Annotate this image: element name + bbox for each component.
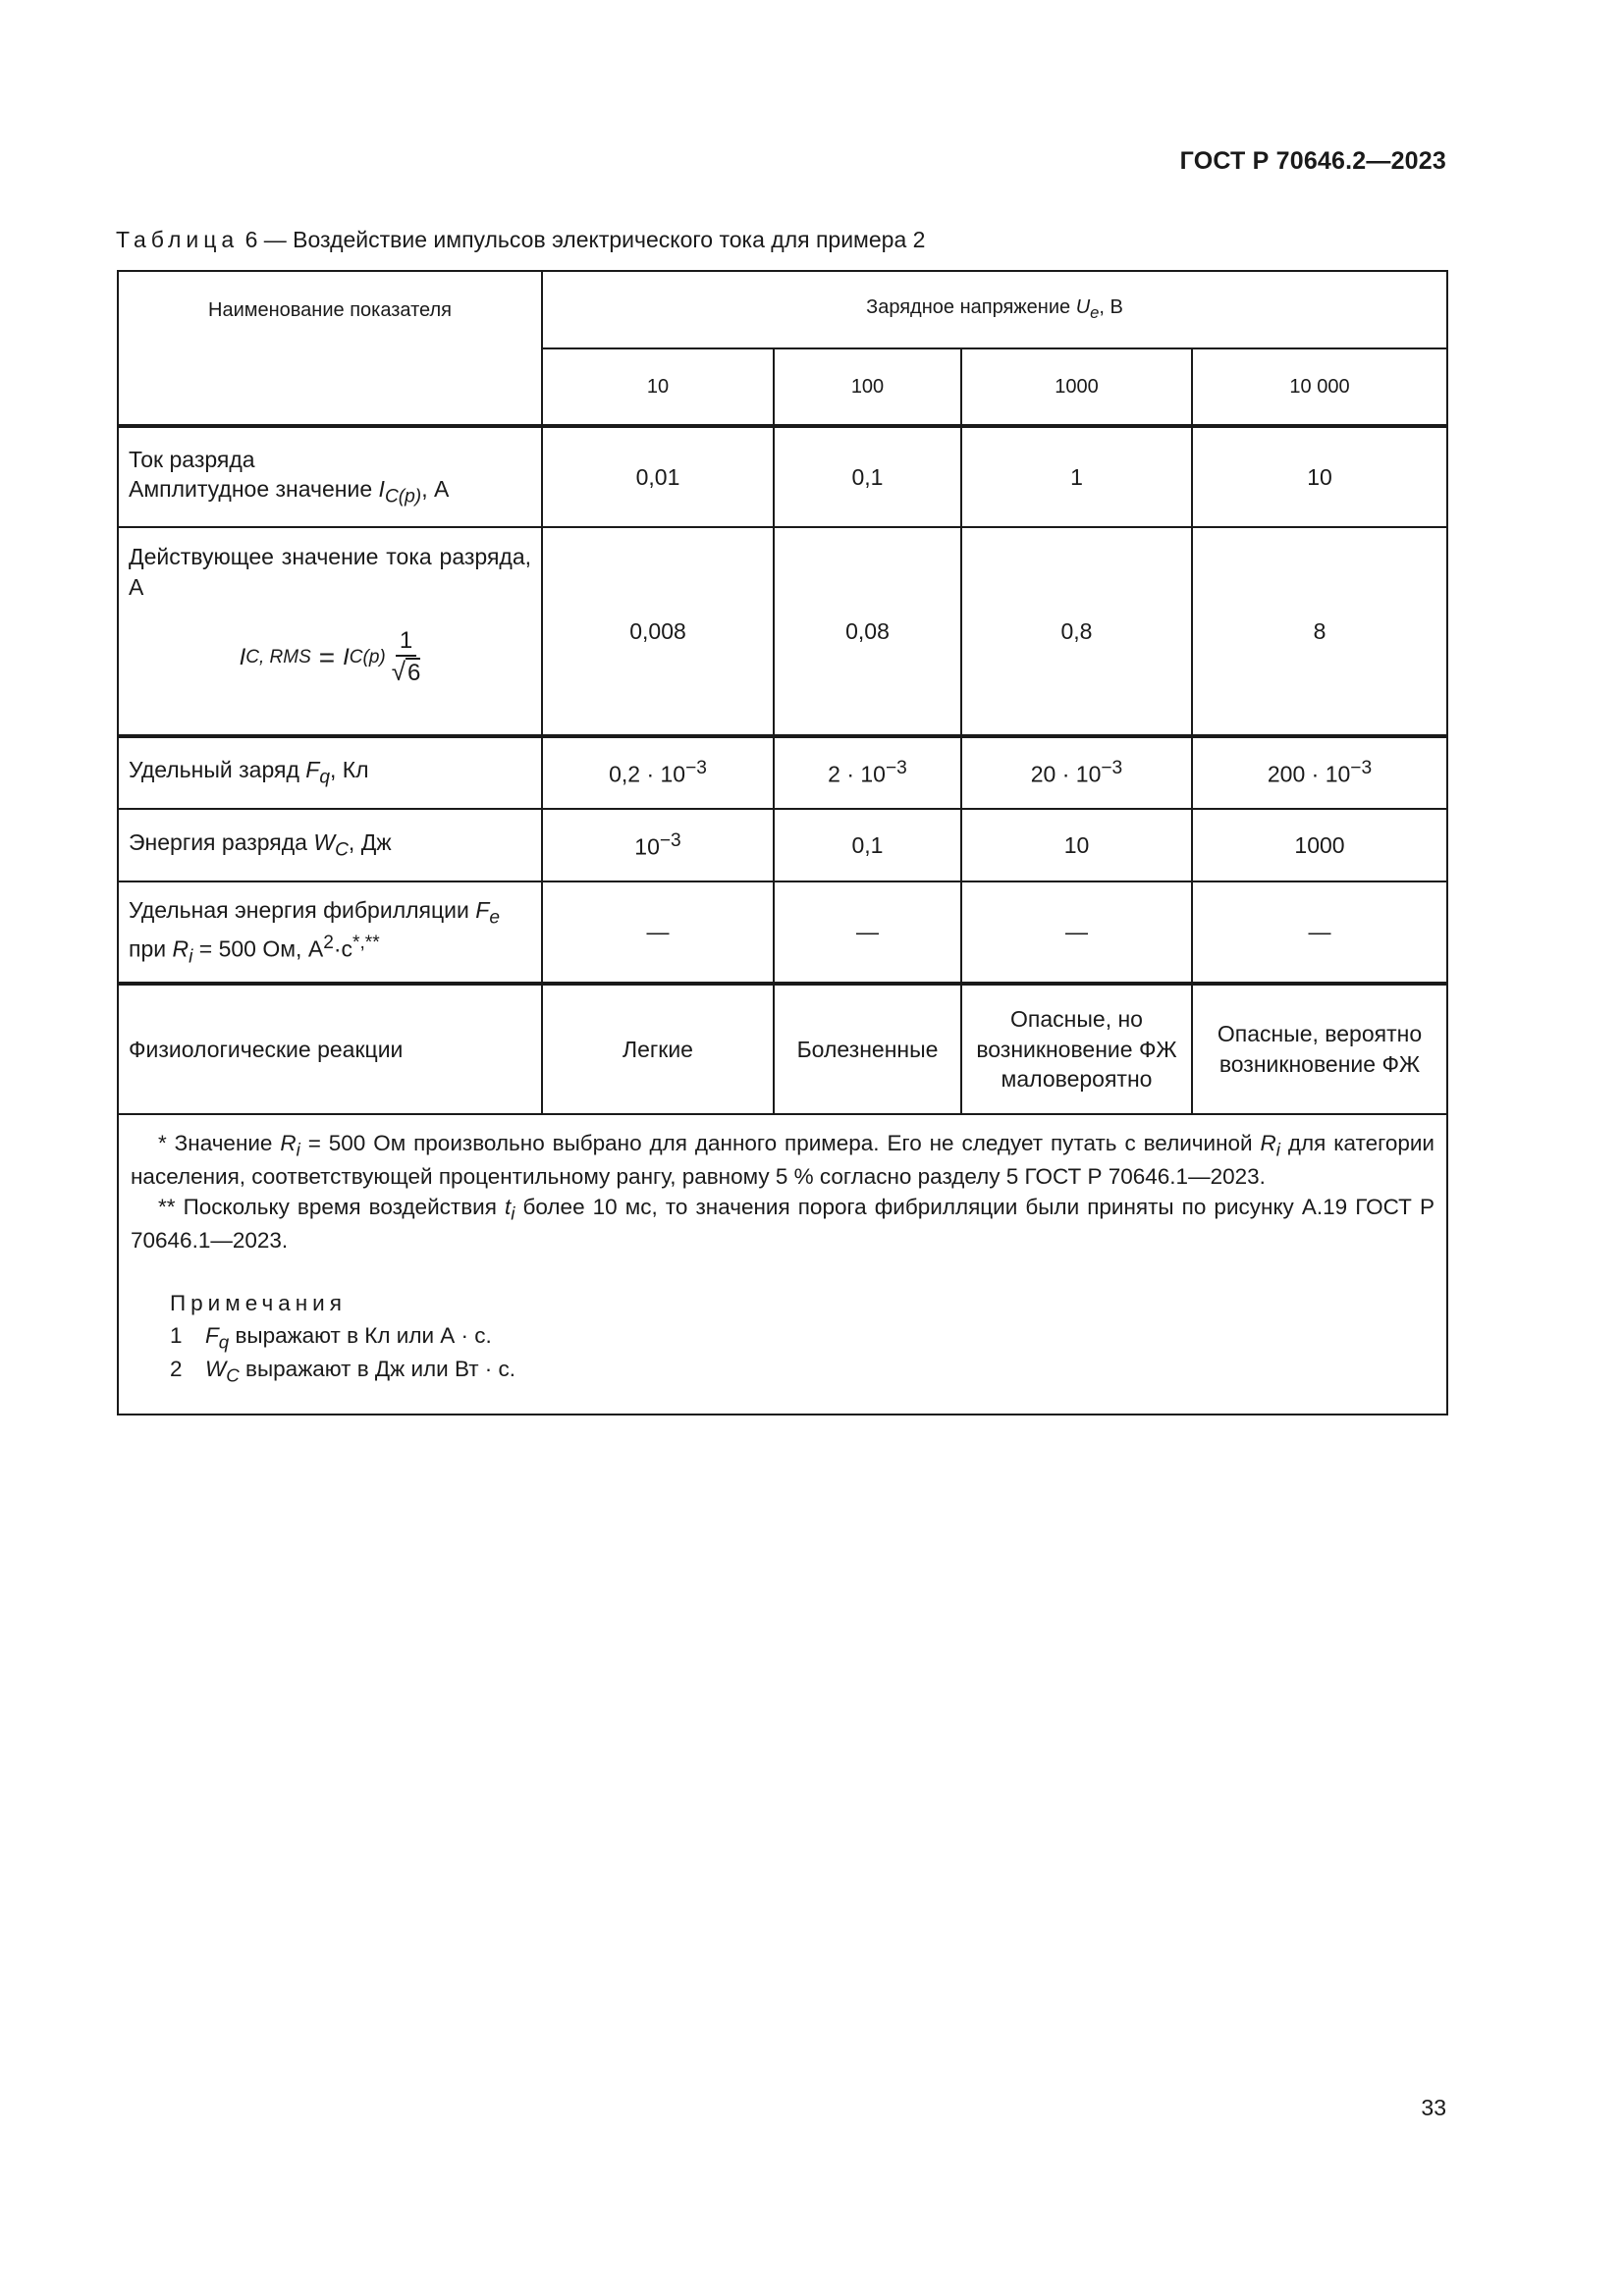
notes-title: Примечания [170, 1291, 347, 1316]
sqrt-icon: √ [391, 656, 406, 686]
caption-word: Таблица [116, 227, 240, 252]
header-row [118, 271, 1447, 348]
row-specific-charge [118, 736, 1447, 809]
row-discharge-energy [118, 809, 1447, 881]
cell-value: 0,1 [774, 426, 961, 527]
cell-value: Опасные, вероятно возникновение ФЖ [1192, 984, 1447, 1114]
label-discharge-energy: Энергия разряда $W_C$, Дж [118, 809, 542, 881]
cell-value: 10 [961, 809, 1192, 881]
cell-value: $0,2 \cdot 10^{-3}$ [542, 736, 774, 809]
document-code: ГОСТ Р 70646.2—2023 [1179, 147, 1446, 175]
formula-fraction: $\frac{1}{√6}$ [391, 627, 421, 686]
cell-value: — [961, 881, 1192, 984]
cell-value: $200 \cdot 10^{-3}$ [1192, 736, 1447, 809]
note-item-1: 1 $F_q$ выражают в Кл или А · с. [170, 1322, 492, 1353]
label-fibrillation-energy: Удельная энергия фибрилляции $F_e$ при $R_i = 500$ Ом, $А^2\cdot с^{*,**}$ [118, 881, 542, 984]
table-caption [116, 227, 925, 253]
notes-cell [118, 1114, 1447, 1415]
cell-value: 0,8 [961, 527, 1192, 736]
label-physiological-reactions: Физиологические реакции [118, 984, 542, 1114]
cell-value: 1000 [1192, 809, 1447, 881]
cell-value: 8 [1192, 527, 1447, 736]
rms-formula: I C, RMS = I C(p) $\frac{1}{√6}$ [239, 627, 421, 686]
footnote-1: * Значение $R_i = 500$ Ом произвольно выбрано для данного примера. Его не следует путать с величиной $R_i$ для категории населения, соответствующей процентильному рангу, равному 5 % согласно разделу 5 ГОСТ Р 70646.1—2023. [131, 1131, 1435, 1189]
cell-value: 0,08 [774, 527, 961, 736]
header-charging-voltage: Зарядное напряжение $U_e$, В [542, 271, 1447, 348]
row-discharge-current [118, 426, 1447, 527]
cell-value: 0,008 [542, 527, 774, 736]
cell-value: Болезненные [774, 984, 961, 1114]
cell-value: — [1192, 881, 1447, 984]
label-rms-current: Действующее значение тока разряда, А I C, RMS = I C(p) $\frac{1}{√6}$ [118, 527, 542, 736]
cell-value: — [774, 881, 961, 984]
label-discharge-current: Ток разряда Амплитудное значение $I_{C(p)}$, А [118, 426, 542, 527]
row-fibrillation-energy [118, 881, 1447, 984]
label-specific-charge: Удельный заряд $F_q$, Кл [118, 736, 542, 809]
cell-value: 0,01 [542, 426, 774, 527]
cell-value: $2 \cdot 10^{-3}$ [774, 736, 961, 809]
header-col-100: 100 [774, 348, 961, 426]
footnote-2: ** Поскольку время воздействия $t_i$ более 10 мс, то значения порога фибрилляции были приняты по рисунку А.19 ГОСТ Р 70646.1—2023. [131, 1194, 1435, 1253]
header-col-10000: 10 000 [1192, 348, 1447, 426]
cell-value: 10 [1192, 426, 1447, 527]
cell-value: Опасные, но возникновение ФЖ маловероятно [961, 984, 1192, 1114]
cell-value: 0,1 [774, 809, 961, 881]
cell-value: — [542, 881, 774, 984]
cell-value: Легкие [542, 984, 774, 1114]
header-col-1000: 1000 [961, 348, 1192, 426]
caption-text: 6 — Воздействие импульсов электрического тока для примера 2 [244, 227, 926, 252]
note-item-2: 2 $W_C$ выражают в Дж или Вт · с. [170, 1356, 516, 1386]
cell-value: $20 \cdot 10^{-3}$ [961, 736, 1192, 809]
row-rms-current [118, 527, 1447, 736]
row-physiological-reactions [118, 984, 1447, 1114]
cell-value: $10^{-3}$ [542, 809, 774, 881]
header-col-10: 10 [542, 348, 774, 426]
impulse-effects-table [117, 270, 1448, 1415]
cell-value: 1 [961, 426, 1192, 527]
header-indicator-name: Наименование показателя [118, 271, 542, 426]
row-notes [118, 1114, 1447, 1415]
page-number: 33 [1421, 2095, 1446, 2120]
